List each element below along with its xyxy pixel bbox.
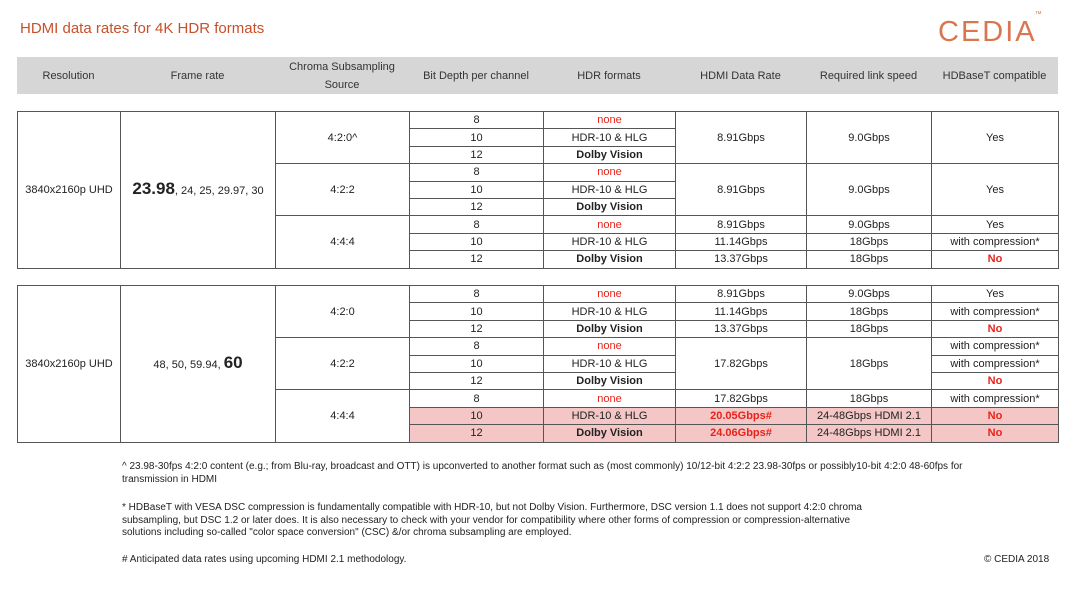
frame-rate-cell <box>121 112 276 269</box>
data-rate-cell: 13.37Gbps <box>676 251 807 268</box>
hdbaset-cell: with compression* <box>932 303 1059 320</box>
table-row <box>18 112 1059 129</box>
hdbaset-cell: No <box>932 251 1059 268</box>
hdbaset-cell: with compression* <box>932 390 1059 407</box>
bit-depth-cell: 10 <box>410 129 544 146</box>
link-speed-cell: 9.0Gbps <box>807 216 932 233</box>
bit-depth-cell: 8 <box>410 390 544 407</box>
hdr-format-cell: none <box>544 338 676 355</box>
frame-rate-highlight: 60 <box>223 352 243 372</box>
resolution-cell: 3840x2160p UHD <box>18 286 121 443</box>
hdbaset-cell: Yes <box>932 286 1059 303</box>
frame-rate-rest: , 24, 25, 29.97, 30 <box>174 184 264 197</box>
bit-depth-cell: 10 <box>410 181 544 198</box>
resolution-cell: 3840x2160p UHD <box>18 112 121 269</box>
data-rate-cell: 17.82Gbps <box>676 390 807 407</box>
link-speed-cell: 18Gbps <box>807 233 932 250</box>
chroma-cell: 4:2:2 <box>276 164 410 216</box>
frame-rate-rest: 48, 50, 59.94, <box>153 358 224 371</box>
hdbaset-cell: No <box>932 425 1059 442</box>
data-rate-cell: 11.14Gbps <box>676 303 807 320</box>
table-48-60fps <box>17 285 1059 443</box>
bit-depth-cell: 12 <box>410 198 544 215</box>
footnote-hash: # Anticipated data rates using upcoming HDMI 2.1 methodology. <box>122 554 407 565</box>
header-chroma <box>275 57 409 94</box>
hdbaset-cell: with compression* <box>932 338 1059 355</box>
hdr-format-cell: none <box>544 390 676 407</box>
copyright: © CEDIA 2018 <box>984 554 1050 565</box>
table-24-30fps <box>17 111 1059 269</box>
link-speed-cell: 24-48Gbps HDMI 2.1 <box>807 407 932 424</box>
hdr-format-cell: Dolby Vision <box>544 198 676 215</box>
bit-depth-cell: 12 <box>410 320 544 337</box>
hdr-format-cell: HDR-10 & HLG <box>544 303 676 320</box>
hdr-format-cell: Dolby Vision <box>544 251 676 268</box>
frame-rate-highlight: 23.98 <box>132 178 175 198</box>
data-rate-cell: 11.14Gbps <box>676 233 807 250</box>
logo-text: CEDIA <box>938 16 1037 48</box>
hdbaset-cell: Yes <box>932 164 1059 216</box>
hdr-format-cell: none <box>544 112 676 129</box>
logo-trademark: ™ <box>1034 11 1042 19</box>
chroma-cell: 4:4:4 <box>276 216 410 268</box>
data-rate-cell: 17.82Gbps <box>676 338 807 390</box>
cedia-logo <box>938 11 1044 49</box>
footnote-star-line2: subsampling, but DSC 1.2 or later does. It is also necessary to check with your vendor for compatibility where other forms of compression or compression-alternative <box>122 514 851 526</box>
hdbaset-cell: No <box>932 372 1059 389</box>
link-speed-cell: 18Gbps <box>807 320 932 337</box>
table-header <box>17 57 1058 94</box>
hdr-format-cell: HDR-10 & HLG <box>544 233 676 250</box>
data-rate-cell: 8.91Gbps <box>676 164 807 216</box>
bit-depth-cell: 12 <box>410 372 544 389</box>
bit-depth-cell: 10 <box>410 355 544 372</box>
hdr-format-cell: HDR-10 & HLG <box>544 181 676 198</box>
footnote-star <box>122 502 1042 540</box>
data-rate-cell: 8.91Gbps <box>676 112 807 164</box>
footnote-star-line1: * HDBaseT with VESA DSC compression is fundamentally compatible with HDR-10, but not Dolby Vision. Furthermore, DSC version 1.1 does not support 4:2:0 chroma <box>122 502 862 513</box>
link-speed-cell: 18Gbps <box>807 390 932 407</box>
header-chroma-line2: Source <box>324 78 360 91</box>
hdbaset-cell: Yes <box>932 216 1059 233</box>
footnote-caret <box>122 461 1042 486</box>
chroma-cell: 4:2:0 <box>276 286 410 338</box>
bit-depth-cell: 8 <box>410 112 544 129</box>
header-data-rate: HDMI Data Rate <box>700 69 781 82</box>
bit-depth-cell: 8 <box>410 216 544 233</box>
hdr-format-cell: none <box>544 216 676 233</box>
data-rate-cell: 24.06Gbps# <box>676 425 807 442</box>
header-chroma-line1: Chroma Subsampling <box>289 60 395 73</box>
bit-depth-cell: 10 <box>410 303 544 320</box>
hdbaset-cell: with compression* <box>932 233 1059 250</box>
data-rate-cell: 8.91Gbps <box>676 216 807 233</box>
link-speed-cell: 18Gbps <box>807 303 932 320</box>
chroma-cell: 4:4:4 <box>276 390 410 442</box>
bit-depth-cell: 12 <box>410 146 544 163</box>
hdr-format-cell: Dolby Vision <box>544 146 676 163</box>
footnote-caret-line1: ^ 23.98-30fps 4:2:0 content (e.g.; from Blu-ray, broadcast and OTT) is upconverted to another format such as (most commonly) 10/12-bit 4:2:2 23.98-30fps or possibly10-bit 4:2:0 48-60fps for <box>122 461 963 472</box>
footnote-star-line3: solutions including so-called "color space conversion" (CSC) &/or chroma subsampling are employed. <box>122 527 572 538</box>
hdr-format-cell: HDR-10 & HLG <box>544 129 676 146</box>
link-speed-cell: 9.0Gbps <box>807 112 932 164</box>
footnote-caret-line2: transmission in HDMI <box>122 473 218 485</box>
bit-depth-cell: 12 <box>410 425 544 442</box>
header-link-speed: Required link speed <box>819 69 918 82</box>
hdr-format-cell: HDR-10 & HLG <box>544 355 676 372</box>
header-frame-rate: Frame rate <box>170 69 225 82</box>
frame-rate-cell <box>121 286 276 443</box>
bit-depth-cell: 10 <box>410 233 544 250</box>
hdr-format-cell: none <box>544 286 676 303</box>
hdbaset-cell: with compression* <box>932 355 1059 372</box>
header-bit-depth: Bit Depth per channel <box>423 69 529 82</box>
data-rate-cell: 13.37Gbps <box>676 320 807 337</box>
hdr-format-cell: Dolby Vision <box>544 320 676 337</box>
page-title: HDMI data rates for 4K HDR formats <box>20 20 265 37</box>
hdbaset-cell: No <box>932 407 1059 424</box>
link-speed-cell: 18Gbps <box>807 251 932 268</box>
header-hdbaset: HDBaseT compatible <box>942 69 1047 82</box>
link-speed-cell: 24-48Gbps HDMI 2.1 <box>807 425 932 442</box>
link-speed-cell: 9.0Gbps <box>807 286 932 303</box>
chroma-cell: 4:2:2 <box>276 338 410 390</box>
data-rate-cell: 8.91Gbps <box>676 286 807 303</box>
table-row <box>18 286 1059 303</box>
hdr-format-cell: HDR-10 & HLG <box>544 407 676 424</box>
hdbaset-cell: Yes <box>932 112 1059 164</box>
bit-depth-cell: 8 <box>410 338 544 355</box>
chroma-cell: 4:2:0^ <box>276 112 410 164</box>
hdr-format-cell: none <box>544 164 676 181</box>
bit-depth-cell: 8 <box>410 164 544 181</box>
hdbaset-cell: No <box>932 320 1059 337</box>
data-rate-cell: 20.05Gbps# <box>676 407 807 424</box>
link-speed-cell: 9.0Gbps <box>807 164 932 216</box>
link-speed-cell: 18Gbps <box>807 338 932 390</box>
header-hdr-formats: HDR formats <box>577 69 641 82</box>
hdr-format-cell: Dolby Vision <box>544 372 676 389</box>
bit-depth-cell: 10 <box>410 407 544 424</box>
hdr-format-cell: Dolby Vision <box>544 425 676 442</box>
bit-depth-cell: 8 <box>410 286 544 303</box>
header-resolution: Resolution <box>42 69 95 82</box>
bit-depth-cell: 12 <box>410 251 544 268</box>
